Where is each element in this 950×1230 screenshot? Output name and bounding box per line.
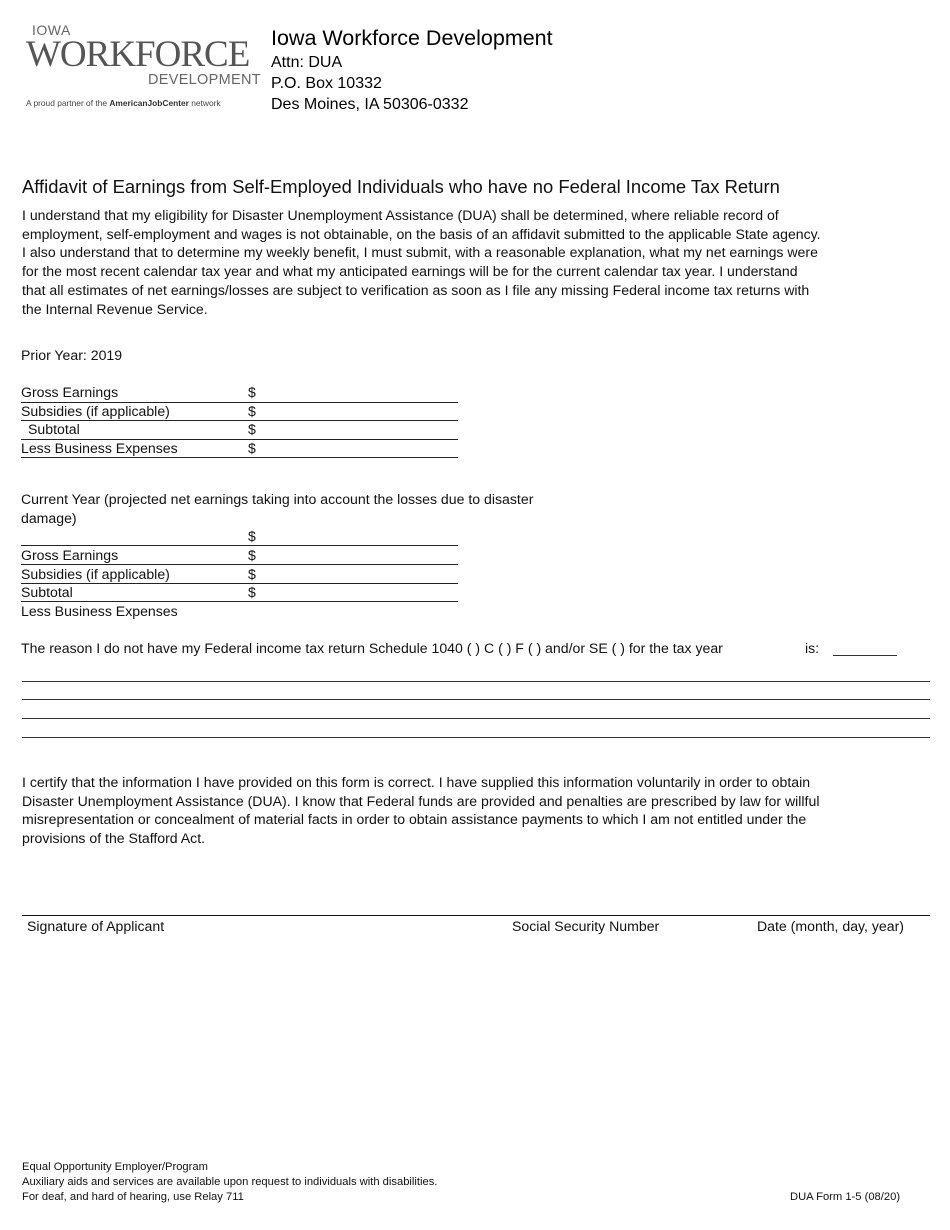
logo-iowa-text: IOWA xyxy=(32,22,71,38)
current-gross-earnings-label: Gross Earnings xyxy=(21,547,119,563)
address-po-box: P.O. Box 10332 xyxy=(271,75,382,92)
current-subsidies-currency: $ xyxy=(248,566,256,582)
mailing-address xyxy=(271,24,553,115)
prior-business-expenses-currency: $ xyxy=(248,440,256,456)
ssn-label: Social Security Number xyxy=(512,918,660,934)
reason-line-2[interactable] xyxy=(22,699,930,700)
prior-business-expenses-label: Less Business Expenses xyxy=(21,440,178,456)
current-gross-earnings-currency: $ xyxy=(248,547,256,563)
prior-gross-earnings-currency: $ xyxy=(248,384,256,400)
prior-subsidies-field[interactable] xyxy=(21,420,458,421)
current-subtotal-field[interactable] xyxy=(21,601,458,602)
logo-tagline-brand: AmericanJobCenter xyxy=(109,98,189,108)
form-number: DUA Form 1-5 (08/20) xyxy=(790,1191,901,1203)
certification-paragraph: I certify that the information I have provided on this form is correct. I have supplied this information voluntarily in order to obtain Disaster Unemployment Assistance (DUA). I know that Federal funds are provided and penalties are prescribed by law for willful misrepresentation or concealment of material facts in order to obtain assistance payments to which I am not entitled under the provisions of the Stafford Act. xyxy=(22,774,820,847)
prior-subsidies-currency: $ xyxy=(248,403,256,419)
reason-statement: The reason I do not have my Federal income tax return Schedule 1040 ( ) C ( ) F ( ) and/or SE ( ) for the tax year xyxy=(21,640,723,656)
date-label: Date (month, day, year) xyxy=(757,918,904,934)
current-top-currency: $ xyxy=(248,528,256,544)
logo-tagline-suffix: network xyxy=(188,98,221,108)
form-title: Affidavit of Earnings from Self-Employed Individuals who have no Federal Income Tax Return xyxy=(22,176,780,197)
current-subsidies-label: Subsidies (if applicable) xyxy=(21,566,170,582)
current-subtotal-label: Subtotal xyxy=(21,584,73,600)
prior-subsidies-label: Subsidies (if applicable) xyxy=(21,403,170,419)
signature-line[interactable] xyxy=(22,915,930,916)
footer-relay: For deaf, and hard of hearing, use Relay 711 xyxy=(22,1191,244,1203)
footer-auxiliary-aids: Auxiliary aids and services are available upon request to individuals with disabilities. xyxy=(22,1176,438,1188)
logo-development-text: DEVELOPMENT xyxy=(148,72,261,88)
current-business-expenses-label: Less Business Expenses xyxy=(21,603,178,619)
current-top-field[interactable] xyxy=(21,545,458,546)
signature-applicant-label: Signature of Applicant xyxy=(27,918,165,934)
iwd-logo xyxy=(22,22,261,114)
prior-subtotal-currency: $ xyxy=(248,421,256,437)
address-city: Des Moines, IA 50306-0332 xyxy=(271,96,469,113)
logo-tagline-prefix: A proud partner of the xyxy=(26,98,110,108)
address-organization: Iowa Workforce Development xyxy=(271,26,553,50)
reason-line-3[interactable] xyxy=(22,718,930,719)
current-year-heading-line1: Current Year (projected net earnings taking into account the losses due to disaster xyxy=(21,491,534,507)
current-subsidies-field[interactable] xyxy=(21,583,458,584)
logo-workforce-text: WORKFORCE xyxy=(26,34,250,75)
current-subtotal-currency: $ xyxy=(248,584,256,600)
current-gross-earnings-field[interactable] xyxy=(21,564,458,565)
prior-business-expenses-field[interactable] xyxy=(21,457,458,458)
prior-subtotal-label: Subtotal xyxy=(28,421,80,437)
reason-is-label: is: xyxy=(805,640,820,656)
footer-eeo: Equal Opportunity Employer/Program xyxy=(22,1161,208,1173)
prior-gross-earnings-label: Gross Earnings xyxy=(21,384,119,400)
prior-year-heading: Prior Year: 2019 xyxy=(21,347,123,363)
reason-line-1[interactable] xyxy=(22,681,930,682)
tax-year-field[interactable] xyxy=(833,655,897,656)
current-year-heading-line2: damage) xyxy=(21,510,77,526)
reason-line-4[interactable] xyxy=(22,737,930,738)
address-attn: Attn: DUA xyxy=(271,54,343,71)
logo-tagline xyxy=(26,98,221,108)
intro-paragraph: I understand that my eligibility for Disaster Unemployment Assistance (DUA) shall be determined, where reliable record of employment, self-employment and wages is not obtainable, on the basis of an affidavit submitted to the applicable State agency. I also understand that to determine my weekly benefit, I must submit, with a reasonable explanation, what my net earnings were for the most recent calendar tax year and what my anticipated earnings will be for the current calendar tax year. I understand that all estimates of net earnings/losses are subject to verification as soon as I file any missing Federal income tax returns with the Internal Revenue Service. xyxy=(22,207,821,317)
